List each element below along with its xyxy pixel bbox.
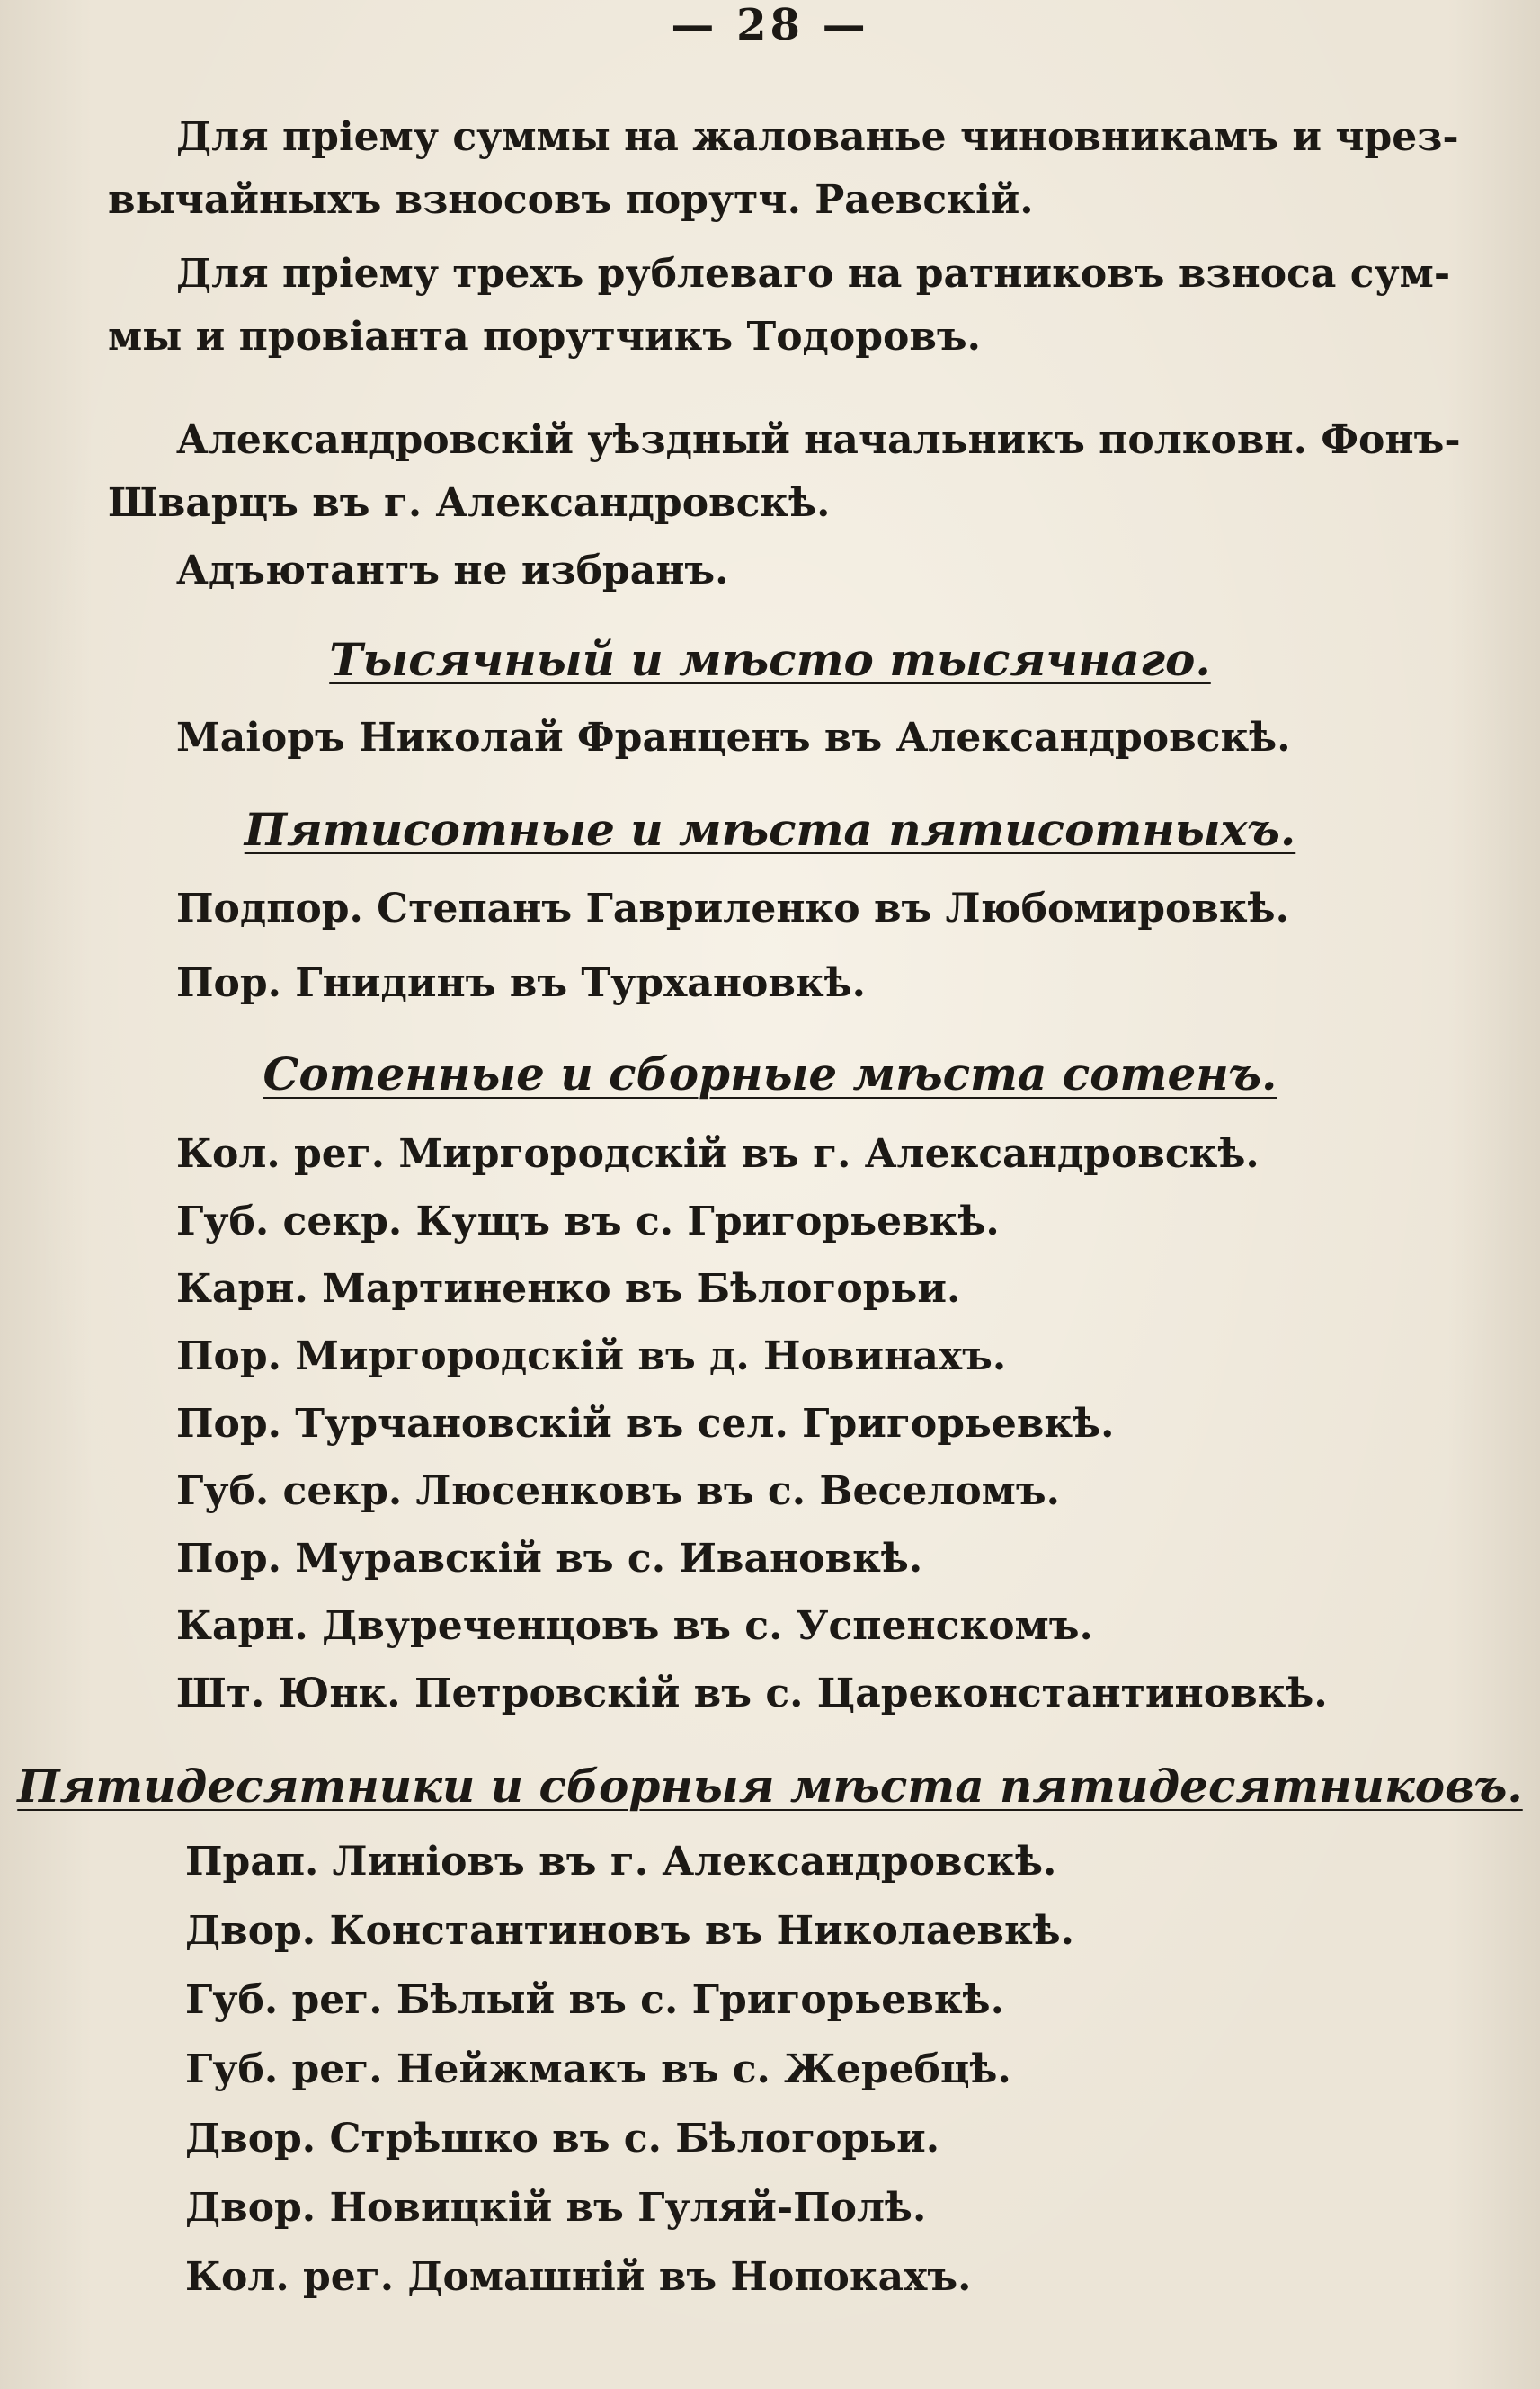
list-item: Кол. рег. Домашнiй въ Нопокахъ. <box>185 2254 972 2300</box>
paragraph-salary-receipt <box>108 106 1510 232</box>
section-heading-fifty: Пятидесятники и сборныя мѣста пятидесятниковъ. <box>17 1760 1523 1813</box>
paragraph-district-chief <box>108 409 1510 535</box>
list-item: Шт. Юнк. Петровскiй въ с. Цареконстантиновкѣ. <box>176 1671 1328 1716</box>
section-heading-thousand: Тысячный и мѣсто тысячнаго. <box>329 633 1211 686</box>
list-item: Двор. Константиновъ въ Николаевкѣ. <box>185 1908 1074 1954</box>
list-item: Маiоръ Николай Франценъ въ Александровскѣ. <box>176 715 1291 761</box>
list-item: Губ. секр. Люсенковъ въ с. Веселомъ. <box>176 1468 1060 1514</box>
paragraph-line: Шварцъ въ г. Александровскѣ. <box>108 480 831 526</box>
paragraph-line: Для прiему суммы на жалованье чиновникамъ и чрез- <box>176 114 1459 160</box>
list-item: Карн. Мартиненко въ Бѣлогорьи. <box>176 1266 961 1312</box>
list-item: Двор. Новицкiй въ Гуляй-Полѣ. <box>185 2185 927 2231</box>
paragraph-adjutant <box>108 539 1510 602</box>
list-item: Пор. Турчановскiй въ сел. Григорьевкѣ. <box>176 1401 1115 1447</box>
list-item: Кол. рег. Миргородскiй въ г. Александровскѣ. <box>176 1131 1260 1177</box>
list-item: Прап. Линiовъ въ г. Александровскѣ. <box>185 1839 1057 1885</box>
paragraph-line: Для прiему трехъ рублеваго на ратниковъ взноса сум- <box>176 251 1451 297</box>
paragraph-line: вычайныхъ взносовъ порутч. Раевскiй. <box>108 177 1034 223</box>
list-item: Подпор. Степанъ Гавриленко въ Любомировкѣ. <box>176 886 1289 932</box>
paragraph-line: Адъютантъ не избранъ. <box>176 548 729 593</box>
list-item: Двор. Стрѣшко въ с. Бѣлогорьи. <box>185 2116 940 2162</box>
list-item: Пор. Муравскiй въ с. Ивановкѣ. <box>176 1536 923 1582</box>
list-item: Карн. Двуреченцовъ въ с. Успенскомъ. <box>176 1603 1093 1649</box>
list-item: Губ. рег. Бѣлый въ с. Григорьевкѣ. <box>185 1977 1004 2023</box>
page-number: — 28 — <box>671 0 869 50</box>
section-heading-five-hundred: Пятисотные и мѣста пятисотныхъ. <box>244 803 1296 856</box>
list-item: Губ. рег. Нейжмакъ въ с. Жеребцѣ. <box>185 2046 1011 2092</box>
list-item: Губ. секр. Кущъ въ с. Григорьевкѣ. <box>176 1199 1000 1244</box>
paragraph-line: Александровскiй уѣздный начальникъ полковн. Фонъ- <box>176 417 1461 463</box>
list-item: Пор. Миргородскiй въ д. Новинахъ. <box>176 1333 1007 1379</box>
section-heading-hundred: Сотенные и сборные мѣста сотенъ. <box>263 1047 1277 1101</box>
paragraph-provisions-receipt <box>108 243 1510 369</box>
list-item: Пор. Гнидинъ въ Турхановкѣ. <box>176 960 866 1006</box>
paragraph-line: мы и провiанта порутчикъ Тодоровъ. <box>108 314 981 360</box>
